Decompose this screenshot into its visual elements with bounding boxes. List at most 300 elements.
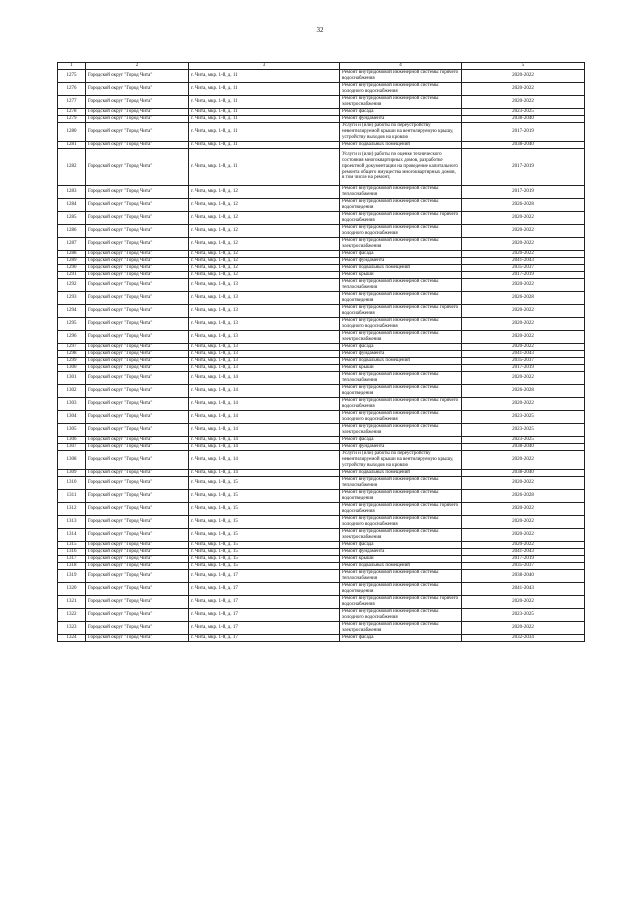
address-cell: г. Чита, мкр. 1-й, д. 11 bbox=[189, 95, 340, 108]
address-cell: г. Чита, мкр. 1-й, д. 13 bbox=[189, 291, 340, 304]
row-number-cell: 1288 bbox=[58, 250, 86, 257]
table-row bbox=[58, 211, 585, 224]
table-row bbox=[58, 548, 585, 555]
period-cell: 2041-2043 bbox=[462, 257, 585, 264]
row-number-cell: 1319 bbox=[58, 569, 86, 582]
column-header: 5 bbox=[462, 63, 585, 70]
work-type-cell: Ремонт крыши bbox=[340, 364, 462, 371]
work-type-cell: Ремонт внутридомовой инженерной системы холодного водоснабжения bbox=[340, 410, 462, 423]
municipality-cell: Городской округ "Город Чита" bbox=[86, 410, 189, 423]
table-row bbox=[58, 608, 585, 621]
address-cell: г. Чита, мкр. 1-й, д. 13 bbox=[189, 304, 340, 317]
row-number-cell: 1278 bbox=[58, 108, 86, 115]
table-row bbox=[58, 271, 585, 278]
address-cell: г. Чита, мкр. 1-й, д. 15 bbox=[189, 555, 340, 562]
period-cell: 2020-2022 bbox=[462, 502, 585, 515]
period-cell: 2041-2043 bbox=[462, 548, 585, 555]
row-number-cell: 1300 bbox=[58, 364, 86, 371]
address-cell: г. Чита, мкр. 1-й, д. 15 bbox=[189, 541, 340, 548]
address-cell: г. Чита, мкр. 1-й, д. 14 bbox=[189, 450, 340, 469]
row-number-cell: 1318 bbox=[58, 562, 86, 569]
period-cell: 2020-2022 bbox=[462, 528, 585, 541]
period-cell: 2041-2043 bbox=[462, 582, 585, 595]
row-number-cell: 1281 bbox=[58, 141, 86, 148]
work-type-cell: Ремонт внутридомовой инженерной системы холодного водоснабжения bbox=[340, 515, 462, 528]
municipality-cell: Городской округ "Город Чита" bbox=[86, 108, 189, 115]
table-row bbox=[58, 278, 585, 291]
municipality-cell: Городской округ "Город Чита" bbox=[86, 528, 189, 541]
work-type-cell: Услуги и (или) работы по переустройству невентилируемой крыши на вентилируемую крышу, устройству выходов на кровлю bbox=[340, 450, 462, 469]
row-number-cell: 1296 bbox=[58, 330, 86, 343]
address-cell: г. Чита, мкр. 1-й, д. 13 bbox=[189, 343, 340, 350]
municipality-cell: Городской округ "Город Чита" bbox=[86, 541, 189, 548]
period-cell: 2020-2022 bbox=[462, 330, 585, 343]
period-cell: 2017-2019 bbox=[462, 364, 585, 371]
municipality-cell: Городской округ "Город Чита" bbox=[86, 443, 189, 450]
period-cell: 2020-2022 bbox=[462, 224, 585, 237]
municipality-cell: Городской округ "Город Чита" bbox=[86, 224, 189, 237]
table-row bbox=[58, 224, 585, 237]
municipality-cell: Городской округ "Город Чита" bbox=[86, 384, 189, 397]
period-cell: 2023-2025 bbox=[462, 108, 585, 115]
municipality-cell: Городской округ "Город Чита" bbox=[86, 185, 189, 198]
row-number-cell: 1286 bbox=[58, 224, 86, 237]
row-number-cell: 1276 bbox=[58, 82, 86, 95]
municipality-cell: Городской округ "Город Чита" bbox=[86, 69, 189, 82]
table-row bbox=[58, 82, 585, 95]
address-cell: г. Чита, мкр. 1-й, д. 12 bbox=[189, 224, 340, 237]
municipality-cell: Городской округ "Город Чита" bbox=[86, 608, 189, 621]
work-type-cell: Ремонт фундамента bbox=[340, 115, 462, 122]
table-row bbox=[58, 108, 585, 115]
municipality-cell: Городской округ "Город Чита" bbox=[86, 304, 189, 317]
address-cell: г. Чита, мкр. 1-й, д. 11 bbox=[189, 69, 340, 82]
table-row bbox=[58, 595, 585, 608]
address-cell: г. Чита, мкр. 1-й, д. 14 bbox=[189, 410, 340, 423]
work-type-cell: Ремонт фасада bbox=[340, 634, 462, 641]
period-cell: 2020-2022 bbox=[462, 237, 585, 250]
row-number-cell: 1277 bbox=[58, 95, 86, 108]
work-type-cell: Ремонт внутридомовой инженерной системы электроснабжения bbox=[340, 95, 462, 108]
work-type-cell: Ремонт фундамента bbox=[340, 548, 462, 555]
work-type-cell: Ремонт внутридомовой инженерной системы холодного водоснабжения bbox=[340, 224, 462, 237]
row-number-cell: 1317 bbox=[58, 555, 86, 562]
row-number-cell: 1309 bbox=[58, 469, 86, 476]
period-cell: 2020-2022 bbox=[462, 95, 585, 108]
table-row bbox=[58, 237, 585, 250]
work-type-cell: Ремонт внутридомовой инженерной системы водоотведения bbox=[340, 582, 462, 595]
work-type-cell: Услуги и (или) работы по переустройству невентилируемой крыши на вентилируемую крышу, устройству выходов на кровлю bbox=[340, 122, 462, 141]
address-cell: г. Чита, мкр. 1-й, д. 13 bbox=[189, 317, 340, 330]
column-number-row bbox=[58, 63, 585, 70]
municipality-cell: Городской округ "Город Чита" bbox=[86, 450, 189, 469]
municipality-cell: Городской округ "Город Чита" bbox=[86, 364, 189, 371]
row-number-cell: 1312 bbox=[58, 502, 86, 515]
table-row bbox=[58, 621, 585, 634]
table-row bbox=[58, 343, 585, 350]
work-type-cell: Ремонт внутридомовой инженерной системы холодного водоснабжения bbox=[340, 608, 462, 621]
municipality-cell: Городской округ "Город Чита" bbox=[86, 582, 189, 595]
table-row bbox=[58, 148, 585, 185]
address-cell: г. Чита, мкр. 1-й, д. 15 bbox=[189, 515, 340, 528]
period-cell: 2020-2022 bbox=[462, 304, 585, 317]
row-number-cell: 1311 bbox=[58, 489, 86, 502]
table-row bbox=[58, 489, 585, 502]
work-type-cell: Ремонт фасада bbox=[340, 436, 462, 443]
municipality-cell: Городской округ "Город Чита" bbox=[86, 250, 189, 257]
municipality-cell: Городской округ "Город Чита" bbox=[86, 122, 189, 141]
address-cell: г. Чита, мкр. 1-й, д. 12 bbox=[189, 198, 340, 211]
table-row bbox=[58, 371, 585, 384]
work-type-cell: Ремонт фасада bbox=[340, 541, 462, 548]
table-row bbox=[58, 95, 585, 108]
municipality-cell: Городской округ "Город Чита" bbox=[86, 82, 189, 95]
municipality-cell: Городской округ "Город Чита" bbox=[86, 211, 189, 224]
work-type-cell: Ремонт подвальных помещений bbox=[340, 562, 462, 569]
work-type-cell: Услуги и (или) работы по оценке технического состояния многоквартирных домов, разработке проектной документации на проведение капитального ремонта общего имущества многоквартирных домов, в том числе на ремонт, bbox=[340, 148, 462, 185]
table-row bbox=[58, 185, 585, 198]
address-cell: г. Чита, мкр. 1-й, д. 12 bbox=[189, 271, 340, 278]
row-number-cell: 1287 bbox=[58, 237, 86, 250]
row-number-cell: 1284 bbox=[58, 198, 86, 211]
row-number-cell: 1321 bbox=[58, 595, 86, 608]
table-row bbox=[58, 528, 585, 541]
municipality-cell: Городской округ "Город Чита" bbox=[86, 264, 189, 271]
row-number-cell: 1323 bbox=[58, 621, 86, 634]
municipality-cell: Городской округ "Город Чита" bbox=[86, 350, 189, 357]
work-type-cell: Ремонт внутридомовой инженерной системы водоотведения bbox=[340, 489, 462, 502]
period-cell: 2038-2040 bbox=[462, 443, 585, 450]
period-cell: 2020-2022 bbox=[462, 69, 585, 82]
address-cell: г. Чита, мкр. 1-й, д. 14 bbox=[189, 443, 340, 450]
address-cell: г. Чита, мкр. 1-й, д. 17 bbox=[189, 608, 340, 621]
municipality-cell: Городской округ "Город Чита" bbox=[86, 548, 189, 555]
municipality-cell: Городской округ "Город Чита" bbox=[86, 271, 189, 278]
column-header: 2 bbox=[86, 63, 189, 70]
row-number-cell: 1306 bbox=[58, 436, 86, 443]
address-cell: г. Чита, мкр. 1-й, д. 12 bbox=[189, 264, 340, 271]
row-number-cell: 1293 bbox=[58, 291, 86, 304]
address-cell: г. Чита, мкр. 1-й, д. 13 bbox=[189, 364, 340, 371]
address-cell: г. Чита, мкр. 1-й, д. 13 bbox=[189, 357, 340, 364]
row-number-cell: 1302 bbox=[58, 384, 86, 397]
work-type-cell: Ремонт внутридомовой инженерной системы горячего водоснабжения bbox=[340, 502, 462, 515]
table-row bbox=[58, 317, 585, 330]
period-cell: 2020-2022 bbox=[462, 595, 585, 608]
table-row bbox=[58, 469, 585, 476]
column-header: 3 bbox=[189, 63, 340, 70]
row-number-cell: 1298 bbox=[58, 350, 86, 357]
address-cell: г. Чита, мкр. 1-й, д. 13 bbox=[189, 330, 340, 343]
period-cell: 2017-2019 bbox=[462, 185, 585, 198]
row-number-cell: 1292 bbox=[58, 278, 86, 291]
work-type-cell: Ремонт крыши bbox=[340, 555, 462, 562]
address-cell: г. Чита, мкр. 1-й, д. 12 bbox=[189, 237, 340, 250]
work-type-cell: Ремонт внутридомовой инженерной системы теплоснабжения bbox=[340, 476, 462, 489]
municipality-cell: Городской округ "Город Чита" bbox=[86, 148, 189, 185]
column-header: 4 bbox=[340, 63, 462, 70]
row-number-cell: 1295 bbox=[58, 317, 86, 330]
table-row bbox=[58, 250, 585, 257]
municipality-cell: Городской округ "Город Чита" bbox=[86, 595, 189, 608]
municipality-cell: Городской округ "Город Чита" bbox=[86, 141, 189, 148]
row-number-cell: 1282 bbox=[58, 148, 86, 185]
table-row bbox=[58, 569, 585, 582]
municipality-cell: Городской округ "Город Чита" bbox=[86, 502, 189, 515]
address-cell: г. Чита, мкр. 1-й, д. 11 bbox=[189, 82, 340, 95]
period-cell: 2023-2025 bbox=[462, 608, 585, 621]
period-cell: 2023-2025 bbox=[462, 410, 585, 423]
row-number-cell: 1279 bbox=[58, 115, 86, 122]
work-type-cell: Ремонт фасада bbox=[340, 250, 462, 257]
work-type-cell: Ремонт внутридомовой инженерной системы теплоснабжения bbox=[340, 569, 462, 582]
address-cell: г. Чита, мкр. 1-й, д. 12 bbox=[189, 250, 340, 257]
row-number-cell: 1316 bbox=[58, 548, 86, 555]
municipality-cell: Городской округ "Город Чита" bbox=[86, 634, 189, 641]
table-row bbox=[58, 257, 585, 264]
municipality-cell: Городской округ "Город Чита" bbox=[86, 555, 189, 562]
row-number-cell: 1289 bbox=[58, 257, 86, 264]
address-cell: г. Чита, мкр. 1-й, д. 15 bbox=[189, 548, 340, 555]
table-row bbox=[58, 476, 585, 489]
work-type-cell: Ремонт внутридомовой инженерной системы водоотведения bbox=[340, 291, 462, 304]
address-cell: г. Чита, мкр. 1-й, д. 15 bbox=[189, 528, 340, 541]
municipality-cell: Городской округ "Город Чита" bbox=[86, 278, 189, 291]
table-row bbox=[58, 384, 585, 397]
table-row bbox=[58, 264, 585, 271]
work-type-cell: Ремонт подвальных помещений bbox=[340, 357, 462, 364]
period-cell: 2032-2034 bbox=[462, 634, 585, 641]
municipality-cell: Городской округ "Город Чита" bbox=[86, 115, 189, 122]
address-cell: г. Чита, мкр. 1-й, д. 15 bbox=[189, 489, 340, 502]
municipality-cell: Городской округ "Город Чита" bbox=[86, 330, 189, 343]
table-row bbox=[58, 69, 585, 82]
period-cell: 2041-2043 bbox=[462, 350, 585, 357]
row-number-cell: 1303 bbox=[58, 397, 86, 410]
work-type-cell: Ремонт фундамента bbox=[340, 257, 462, 264]
period-cell: 2020-2022 bbox=[462, 371, 585, 384]
row-number-cell: 1314 bbox=[58, 528, 86, 541]
period-cell: 2023-2025 bbox=[462, 436, 585, 443]
address-cell: г. Чита, мкр. 1-й, д. 14 bbox=[189, 384, 340, 397]
table-row bbox=[58, 423, 585, 436]
address-cell: г. Чита, мкр. 1-й, д. 14 bbox=[189, 436, 340, 443]
row-number-cell: 1304 bbox=[58, 410, 86, 423]
municipality-cell: Городской округ "Город Чита" bbox=[86, 95, 189, 108]
repair-schedule-table bbox=[57, 62, 585, 642]
municipality-cell: Городской округ "Город Чита" bbox=[86, 291, 189, 304]
address-cell: г. Чита, мкр. 1-й, д. 17 bbox=[189, 634, 340, 641]
table-row bbox=[58, 291, 585, 304]
period-cell: 2017-2019 bbox=[462, 148, 585, 185]
work-type-cell: Ремонт внутридомовой инженерной системы электроснабжения bbox=[340, 423, 462, 436]
table-row bbox=[58, 541, 585, 548]
period-cell: 2020-2022 bbox=[462, 278, 585, 291]
work-type-cell: Ремонт внутридомовой инженерной системы горячего водоснабжения bbox=[340, 595, 462, 608]
municipality-cell: Городской округ "Город Чита" bbox=[86, 621, 189, 634]
work-type-cell: Ремонт подвальных помещений bbox=[340, 469, 462, 476]
work-type-cell: Ремонт фундамента bbox=[340, 443, 462, 450]
row-number-cell: 1307 bbox=[58, 443, 86, 450]
municipality-cell: Городской округ "Город Чита" bbox=[86, 436, 189, 443]
table-row bbox=[58, 357, 585, 364]
table-row bbox=[58, 350, 585, 357]
municipality-cell: Городской округ "Город Чита" bbox=[86, 515, 189, 528]
row-number-cell: 1313 bbox=[58, 515, 86, 528]
table-row bbox=[58, 304, 585, 317]
work-type-cell: Ремонт внутридомовой инженерной системы теплоснабжения bbox=[340, 185, 462, 198]
table-row bbox=[58, 397, 585, 410]
row-number-cell: 1324 bbox=[58, 634, 86, 641]
municipality-cell: Городской округ "Город Чита" bbox=[86, 343, 189, 350]
table-row bbox=[58, 436, 585, 443]
table-body bbox=[58, 63, 585, 642]
table-row bbox=[58, 364, 585, 371]
table-row bbox=[58, 410, 585, 423]
row-number-cell: 1322 bbox=[58, 608, 86, 621]
address-cell: г. Чита, мкр. 1-й, д. 17 bbox=[189, 595, 340, 608]
row-number-cell: 1297 bbox=[58, 343, 86, 350]
municipality-cell: Городской округ "Город Чита" bbox=[86, 476, 189, 489]
period-cell: 2020-2022 bbox=[462, 211, 585, 224]
table-row bbox=[58, 122, 585, 141]
municipality-cell: Городской округ "Город Чита" bbox=[86, 198, 189, 211]
period-cell: 2020-2022 bbox=[462, 250, 585, 257]
address-cell: г. Чита, мкр. 1-й, д. 12 bbox=[189, 185, 340, 198]
municipality-cell: Городской округ "Город Чита" bbox=[86, 562, 189, 569]
period-cell: 2026-2028 bbox=[462, 384, 585, 397]
work-type-cell: Ремонт внутридомовой инженерной системы холодного водоснабжения bbox=[340, 82, 462, 95]
municipality-cell: Городской округ "Город Чита" bbox=[86, 489, 189, 502]
period-cell: 2038-2040 bbox=[462, 141, 585, 148]
work-type-cell: Ремонт внутридомовой инженерной системы теплоснабжения bbox=[340, 371, 462, 384]
row-number-cell: 1280 bbox=[58, 122, 86, 141]
page-number: 32 bbox=[316, 26, 324, 34]
row-number-cell: 1299 bbox=[58, 357, 86, 364]
row-number-cell: 1291 bbox=[58, 271, 86, 278]
work-type-cell: Ремонт внутридомовой инженерной системы электроснабжения bbox=[340, 621, 462, 634]
work-type-cell: Ремонт внутридомовой инженерной системы горячего водоснабжения bbox=[340, 397, 462, 410]
period-cell: 2020-2022 bbox=[462, 397, 585, 410]
address-cell: г. Чита, мкр. 1-й, д. 17 bbox=[189, 569, 340, 582]
period-cell: 2020-2022 bbox=[462, 343, 585, 350]
address-cell: г. Чита, мкр. 1-й, д. 13 bbox=[189, 350, 340, 357]
column-header: 1 bbox=[58, 63, 86, 70]
work-type-cell: Ремонт внутридомовой инженерной системы горячего водоснабжения bbox=[340, 69, 462, 82]
period-cell: 2020-2022 bbox=[462, 541, 585, 548]
period-cell: 2023-2025 bbox=[462, 423, 585, 436]
period-cell: 2035-2037 bbox=[462, 357, 585, 364]
municipality-cell: Городской округ "Город Чита" bbox=[86, 423, 189, 436]
period-cell: 2017-2019 bbox=[462, 122, 585, 141]
address-cell: г. Чита, мкр. 1-й, д. 13 bbox=[189, 278, 340, 291]
period-cell: 2035-2037 bbox=[462, 264, 585, 271]
municipality-cell: Городской округ "Город Чита" bbox=[86, 237, 189, 250]
period-cell: 2038-2040 bbox=[462, 469, 585, 476]
municipality-cell: Городской округ "Город Чита" bbox=[86, 317, 189, 330]
period-cell: 2020-2022 bbox=[462, 82, 585, 95]
municipality-cell: Городской округ "Город Чита" bbox=[86, 371, 189, 384]
row-number-cell: 1275 bbox=[58, 69, 86, 82]
period-cell: 2020-2022 bbox=[462, 450, 585, 469]
address-cell: г. Чита, мкр. 1-й, д. 17 bbox=[189, 582, 340, 595]
work-type-cell: Ремонт внутридомовой инженерной системы холодного водоснабжения bbox=[340, 317, 462, 330]
address-cell: г. Чита, мкр. 1-й, д. 14 bbox=[189, 469, 340, 476]
row-number-cell: 1283 bbox=[58, 185, 86, 198]
work-type-cell: Ремонт внутридомовой инженерной системы электроснабжения bbox=[340, 528, 462, 541]
table-row bbox=[58, 198, 585, 211]
address-cell: г. Чита, мкр. 1-й, д. 14 bbox=[189, 397, 340, 410]
municipality-cell: Городской округ "Город Чита" bbox=[86, 397, 189, 410]
period-cell: 2020-2022 bbox=[462, 515, 585, 528]
work-type-cell: Ремонт крыши bbox=[340, 271, 462, 278]
row-number-cell: 1308 bbox=[58, 450, 86, 469]
period-cell: 2035-2037 bbox=[462, 562, 585, 569]
work-type-cell: Ремонт внутридомовой инженерной системы теплоснабжения bbox=[340, 278, 462, 291]
municipality-cell: Городской округ "Город Чита" bbox=[86, 357, 189, 364]
work-type-cell: Ремонт фасада bbox=[340, 108, 462, 115]
table-row bbox=[58, 443, 585, 450]
period-cell: 2026-2028 bbox=[462, 291, 585, 304]
period-cell: 2020-2022 bbox=[462, 317, 585, 330]
address-cell: г. Чита, мкр. 1-й, д. 12 bbox=[189, 257, 340, 264]
municipality-cell: Городской округ "Город Чита" bbox=[86, 469, 189, 476]
municipality-cell: Городской округ "Город Чита" bbox=[86, 569, 189, 582]
work-type-cell: Ремонт фундамента bbox=[340, 350, 462, 357]
work-type-cell: Ремонт подвальных помещений bbox=[340, 264, 462, 271]
work-type-cell: Ремонт внутридомовой инженерной системы электроснабжения bbox=[340, 330, 462, 343]
work-type-cell: Ремонт внутридомовой инженерной системы водоотведения bbox=[340, 198, 462, 211]
row-number-cell: 1290 bbox=[58, 264, 86, 271]
work-type-cell: Ремонт внутридомовой инженерной системы горячего водоснабжения bbox=[340, 304, 462, 317]
address-cell: г. Чита, мкр. 1-й, д. 12 bbox=[189, 211, 340, 224]
row-number-cell: 1294 bbox=[58, 304, 86, 317]
address-cell: г. Чита, мкр. 1-й, д. 11 bbox=[189, 141, 340, 148]
table-row bbox=[58, 141, 585, 148]
table-row bbox=[58, 515, 585, 528]
address-cell: г. Чита, мкр. 1-й, д. 15 bbox=[189, 562, 340, 569]
address-cell: г. Чита, мкр. 1-й, д. 15 bbox=[189, 502, 340, 515]
period-cell: 2026-2028 bbox=[462, 198, 585, 211]
address-cell: г. Чита, мкр. 1-й, д. 14 bbox=[189, 423, 340, 436]
work-type-cell: Ремонт внутридомовой инженерной системы водоотведения bbox=[340, 384, 462, 397]
table-row bbox=[58, 562, 585, 569]
table-row bbox=[58, 450, 585, 469]
address-cell: г. Чита, мкр. 1-й, д. 17 bbox=[189, 621, 340, 634]
row-number-cell: 1310 bbox=[58, 476, 86, 489]
work-type-cell: Ремонт внутридомовой инженерной системы электроснабжения bbox=[340, 237, 462, 250]
row-number-cell: 1301 bbox=[58, 371, 86, 384]
address-cell: г. Чита, мкр. 1-й, д. 11 bbox=[189, 148, 340, 185]
work-type-cell: Ремонт внутридомовой инженерной системы горячего водоснабжения bbox=[340, 211, 462, 224]
table-row bbox=[58, 582, 585, 595]
table-row bbox=[58, 555, 585, 562]
work-type-cell: Ремонт подвальных помещений bbox=[340, 141, 462, 148]
municipality-cell: Городской округ "Город Чита" bbox=[86, 257, 189, 264]
row-number-cell: 1285 bbox=[58, 211, 86, 224]
address-cell: г. Чита, мкр. 1-й, д. 14 bbox=[189, 371, 340, 384]
address-cell: г. Чита, мкр. 1-й, д. 15 bbox=[189, 476, 340, 489]
address-cell: г. Чита, мкр. 1-й, д. 11 bbox=[189, 122, 340, 141]
period-cell: 2026-2028 bbox=[462, 489, 585, 502]
period-cell: 2038-2040 bbox=[462, 115, 585, 122]
row-number-cell: 1315 bbox=[58, 541, 86, 548]
address-cell: г. Чита, мкр. 1-й, д. 11 bbox=[189, 115, 340, 122]
table-row bbox=[58, 634, 585, 641]
row-number-cell: 1305 bbox=[58, 423, 86, 436]
work-type-cell: Ремонт фасада bbox=[340, 343, 462, 350]
table-row bbox=[58, 115, 585, 122]
